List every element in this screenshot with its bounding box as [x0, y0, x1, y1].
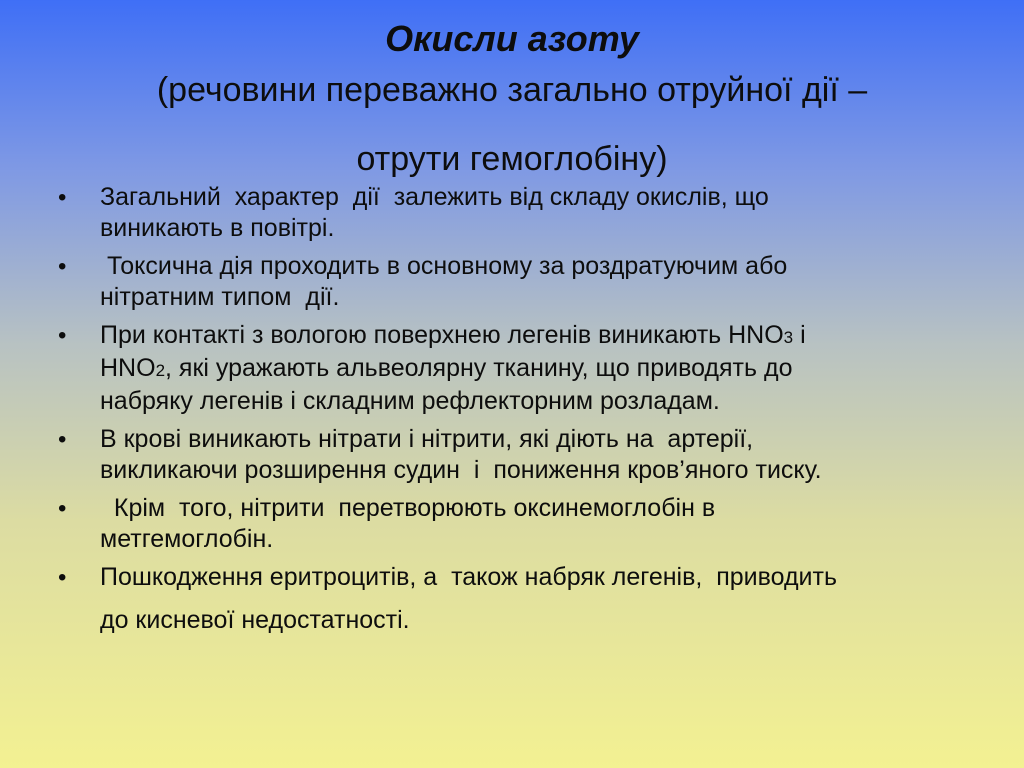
bullet-4-line-1: В крові виникають нітрати і нітрити, які діють на артерії,: [100, 425, 754, 453]
bullet-item-1: [58, 182, 958, 244]
slide-subtitle-line1: (речовини переважно загально отруйної дії –: [156, 71, 868, 109]
bullet-3-line-2: [100, 353, 958, 386]
bullet-item-2: [58, 251, 958, 313]
bullet-dot-icon: •: [58, 495, 67, 522]
bullet-dot-icon: •: [58, 426, 67, 453]
bullet-list: [58, 182, 958, 643]
bullet-item-4: [58, 424, 958, 486]
bullet-dot-icon: •: [58, 184, 67, 211]
bullet-4-line-2: викликаючи розширення судин і пониження кров’яного тиску.: [100, 456, 822, 484]
slide-subtitle-line2: отрути гемоглобіну): [356, 140, 668, 178]
bullet-item-3: [58, 320, 958, 417]
bullet-6-line-2: до кисневої недостатності.: [100, 606, 410, 634]
bullet-3-line-3: набряку легенів і складним рефлекторним розладам.: [100, 387, 720, 415]
bullet-2-line-2: нітратним типом дії.: [100, 283, 340, 311]
bullet-3-line-1: [100, 320, 958, 353]
bullet-2-line-1: Токсична дія проходить в основному за роздратуючим або: [100, 252, 788, 280]
bullet-5-line-2: метгемоглобін.: [100, 525, 274, 553]
bullet-dot-icon: •: [58, 564, 67, 591]
bullet-3-text-c: HNO: [100, 354, 156, 382]
slide-title: Окисли азоту: [385, 18, 639, 59]
bullet-5-line-1: Крім того, нітрити перетворюють оксинемоглобін в: [100, 494, 716, 522]
bullet-6-line-1: Пошкодження еритроцитів, а також набряк легенів, приводить: [100, 563, 837, 591]
title-block: [0, 16, 1024, 181]
subscript-2: 2: [155, 361, 166, 380]
bullet-3-text-a: При контакті з вологою поверхнею легенів виникають HNO: [100, 321, 784, 349]
bullet-dot-icon: •: [58, 322, 67, 349]
bullet-item-6: [58, 562, 958, 636]
bullet-1-line-1: Загальний характер дії залежить від складу окислів, що: [100, 183, 769, 211]
bullet-item-5: [58, 493, 958, 555]
subscript-3: 3: [783, 328, 794, 347]
bullet-3-text-b: і: [793, 321, 806, 349]
bullet-1-line-2: виникають в повітрі.: [100, 214, 335, 242]
bullet-3-text-d: , які уражають альвеолярну тканину, що приводять до: [165, 354, 793, 382]
bullet-dot-icon: •: [58, 253, 67, 280]
